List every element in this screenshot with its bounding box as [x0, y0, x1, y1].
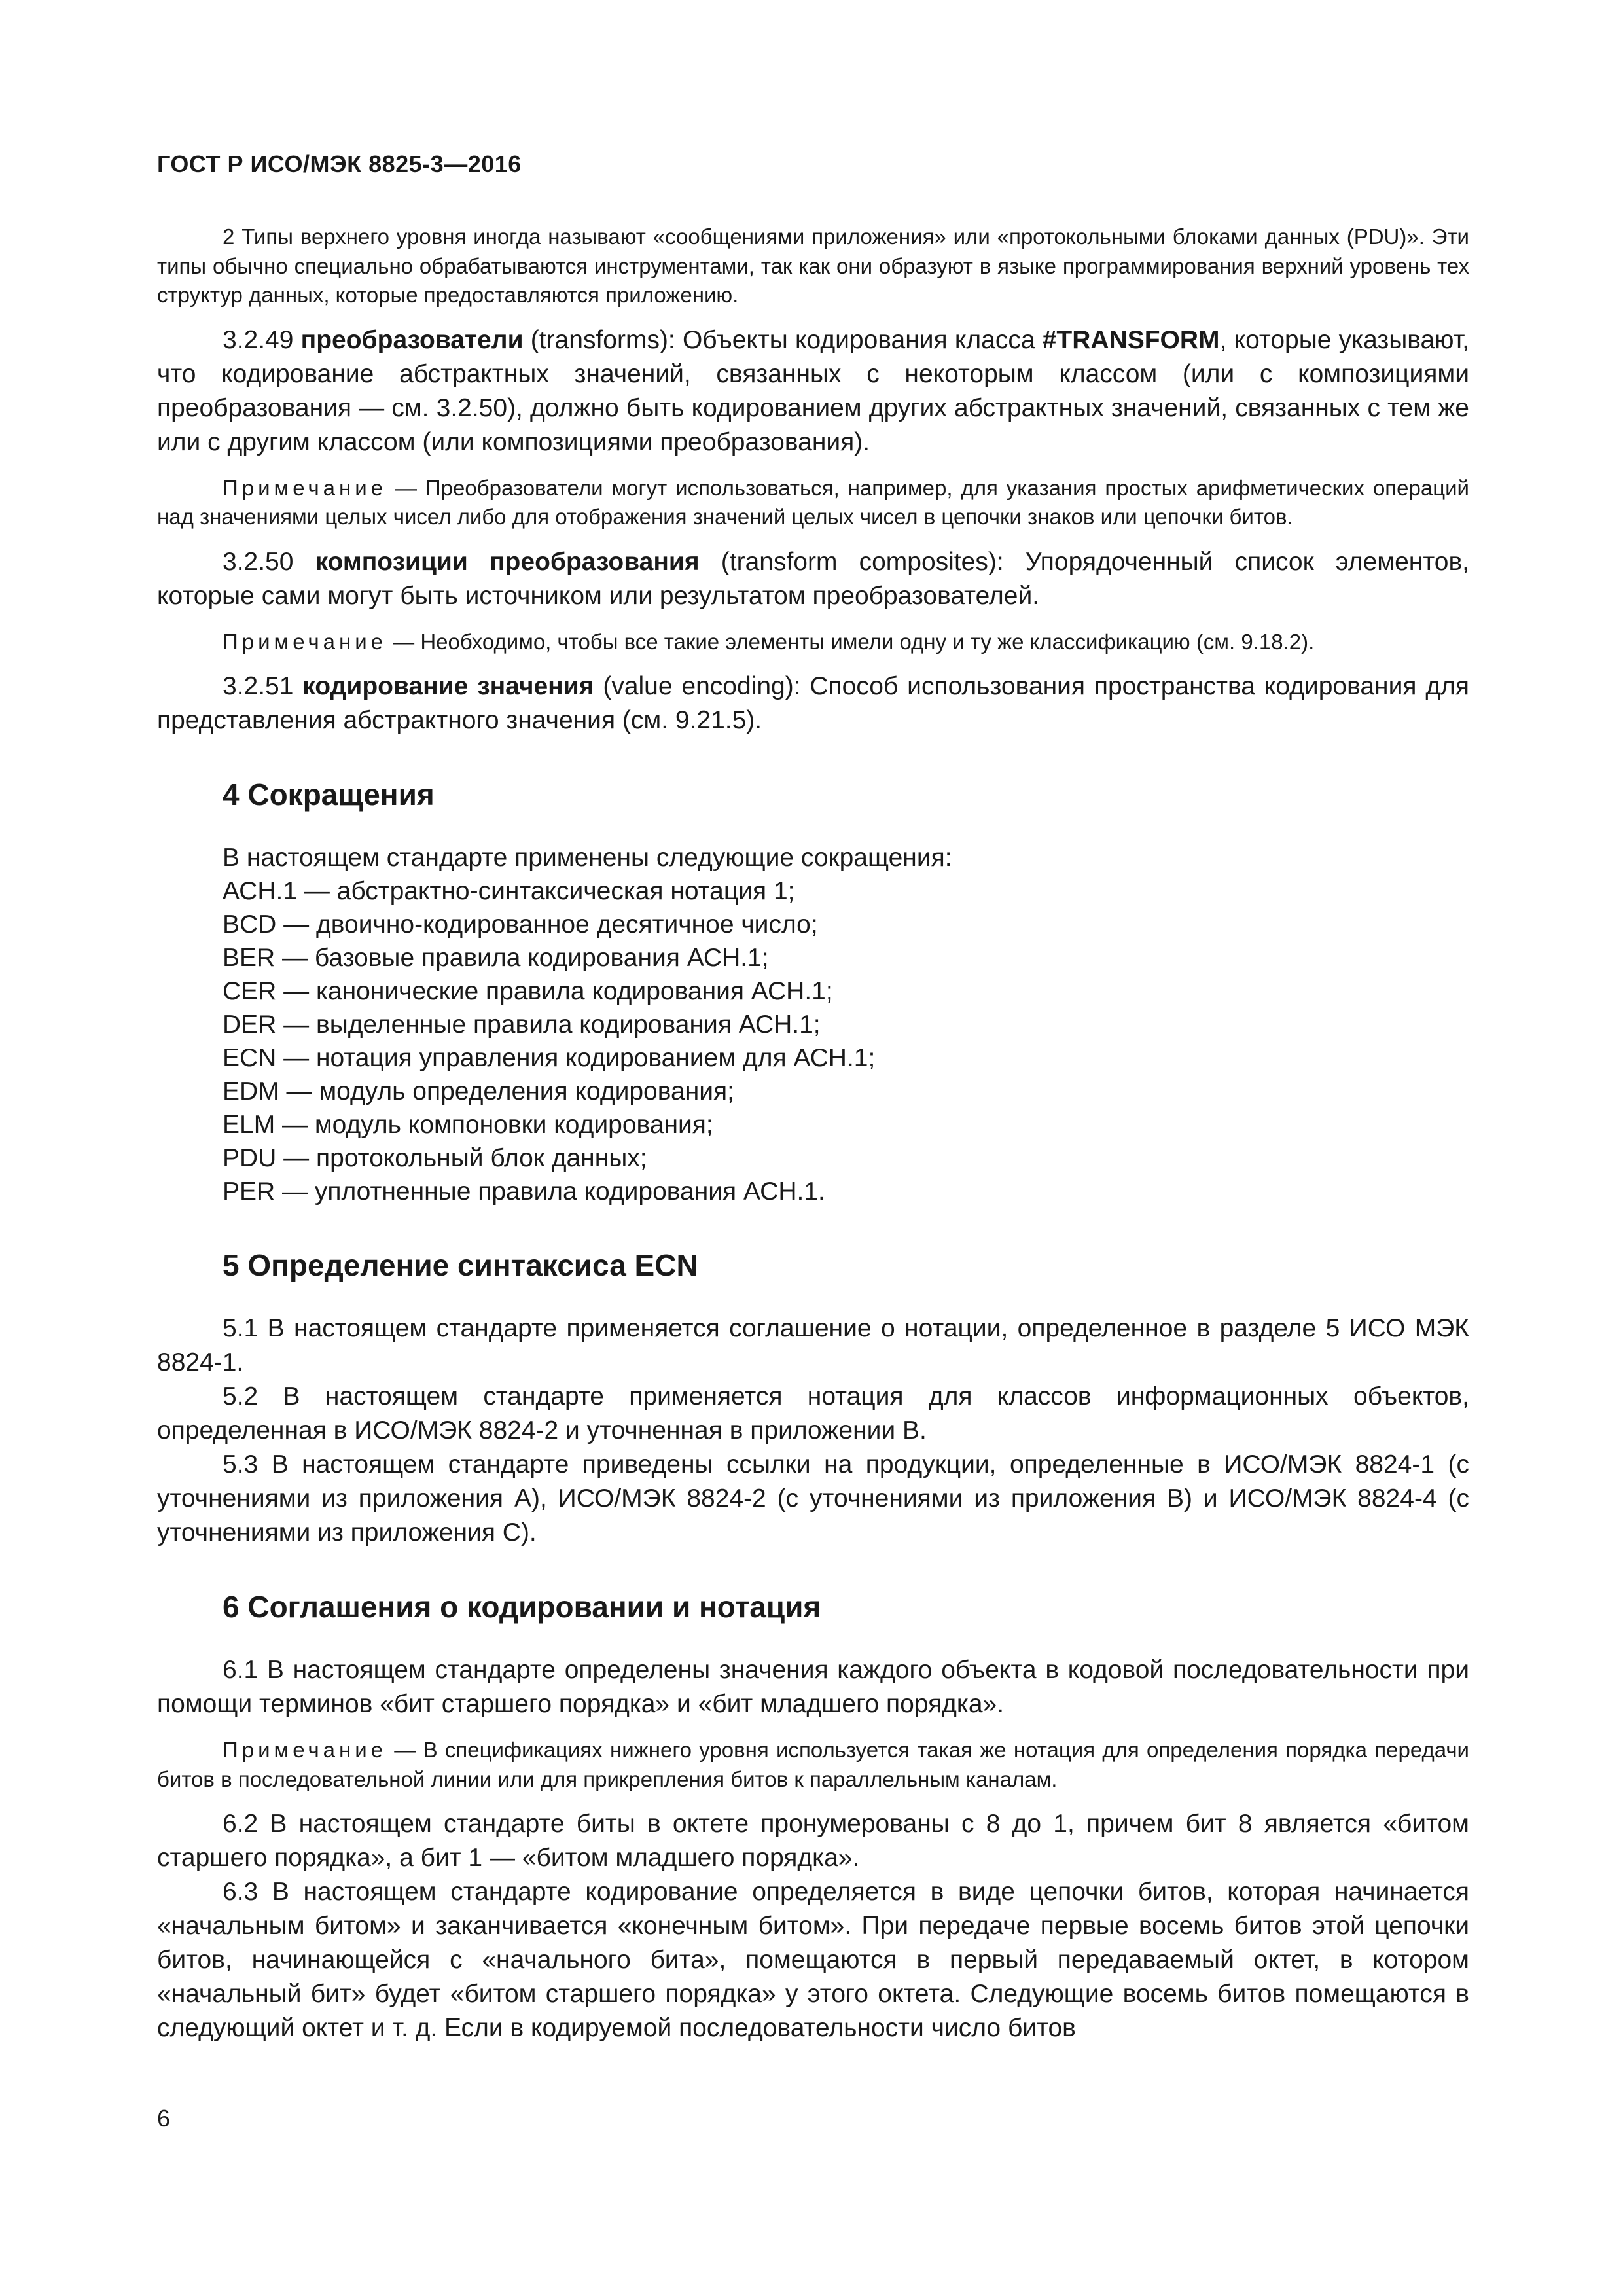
def-text: (value encoding): Способ использования пространства кодирования для представления абстрактного значения (см. 9.21.5).: [157, 672, 1469, 734]
list-item: DER — выделенные правила кодирования АСН.1;: [223, 1011, 821, 1039]
def-text: (transforms): Объекты кодирования класса: [523, 325, 1043, 354]
list-item: АСН.1 — абстрактно-синтаксическая нотация 1;: [223, 877, 795, 905]
abbreviations-intro: В настоящем стандарте применены следующие сокращения:: [223, 844, 952, 872]
paragraph-6-2: 6.2 В настоящем стандарте биты в октете пронумерованы с 8 до 1, причем бит 8 является «битом старшего порядка», а бит 1 — «битом младшего порядка».: [157, 1810, 1469, 1872]
section-6-title: 6 Соглашения о кодировании и нотация: [223, 1590, 821, 1624]
def-term: преобразователи: [300, 325, 524, 354]
definition-3-2-49: [157, 323, 1469, 459]
note-top: 2 Типы верхнего уровня иногда называют «сообщениями приложения» или «протокольными блоками данных (PDU)». Эти типы обычно специально обрабатываются инструментами, так как они образуют в языке программирования верхний уровень тех структур данных, которые предоставляются приложению.: [157, 224, 1469, 307]
list-item: ECN — нотация управления кодированием для АСН.1;: [223, 1044, 876, 1072]
page-number: 6: [157, 2105, 171, 2132]
list-item: PER — уплотненные правила кодирования АСН.1.: [223, 1177, 825, 1206]
list-item: EDM — модуль определения кодирования;: [223, 1077, 734, 1105]
list-item: PDU — протокольный блок данных;: [223, 1144, 647, 1172]
note-3-2-49: [157, 474, 1469, 532]
section-5-title: 5 Определение синтаксиса ECN: [223, 1248, 698, 1282]
def-term: композиции преобразования: [315, 547, 700, 576]
def-text: , которые указывают, что кодирование абстрактных значений, связанных с некоторым классом (или с композициями преобразования — см. 3.2.50), должно быть кодированием других абстрактных значений, связанных с тем же или с другим классом (или композициями преобразования).: [157, 325, 1469, 456]
list-item: BCD — двоично-кодированное десятичное число;: [223, 910, 818, 939]
note-label: Примечание: [223, 629, 387, 654]
list-item: ELM — модуль компоновки кодирования;: [223, 1111, 713, 1139]
section-4-title: 4 Сокращения: [223, 778, 435, 812]
def-term: кодирование значения: [302, 672, 594, 700]
paragraph-5-2: 5.2 В настоящем стандарте применяется нотация для классов информационных объектов, определенная в ИСО/МЭК 8824-2 и уточненная в приложении В.: [157, 1382, 1469, 1444]
definition-3-2-51: [157, 670, 1469, 738]
def-text: (transform composites): Упорядоченный список элементов, которые сами могут быть источником или результатом преобразователей.: [157, 547, 1470, 610]
paragraph-6-3: 6.3 В настоящем стандарте кодирование определяется в виде цепочки битов, которая начинается «начальным битом» и заканчивается «конечным битом». При передаче первые восемь битов этой цепочки битов, начинающейся с «начального бита», помещаются в первый передаваемый октет, в котором «начальный бит» будет «битом старшего порядка» у этого октета. Следующие восемь битов помещаются в следующий октет и т. д. Если в кодируемой последовательности число битов: [157, 1878, 1469, 2042]
abbreviations-list: [157, 874, 1469, 1208]
list-item: BER — базовые правила кодирования АСН.1;: [223, 944, 769, 972]
note-text: — Преобразователи могут использоваться, например, для указания простых арифметических операций над значениями целых чисел либо для отображения значений целых чисел в цепочки знаков или цепочки битов.: [157, 475, 1469, 529]
def-number: 3.2.50: [223, 547, 315, 576]
paragraph-5-3: 5.3 В настоящем стандарте приведены ссылки на продукции, определенные в ИСО/МЭК 8824-1 (с уточнениями из приложения А), ИСО/МЭК 8824-2 (с уточнениями из приложения В) и ИСО/МЭК 8824-4 (с уточнениями из приложения С).: [157, 1450, 1469, 1547]
note-label: Примечание: [223, 1738, 387, 1762]
note-6-1: [157, 1736, 1469, 1794]
document-body: [157, 223, 1469, 2045]
note-text: — В спецификациях нижнего уровня используется такая же нотация для определения порядка передачи битов в последовательной линии или для прикрепления битов к параллельным каналам.: [157, 1738, 1469, 1791]
document-header: ГОСТ Р ИСО/МЭК 8825-3—2016: [157, 151, 522, 177]
list-item: CER — канонические правила кодирования АСН.1;: [223, 977, 833, 1005]
def-number: 3.2.49: [223, 325, 301, 354]
note-label: Примечание: [223, 475, 387, 500]
def-number: 3.2.51: [223, 672, 303, 700]
note-text: — Необходимо, чтобы все такие элементы имели одну и ту же классификацию (см. 9.18.2).: [387, 629, 1315, 654]
definition-3-2-50: [157, 545, 1469, 613]
def-class-name: #TRANSFORM: [1042, 325, 1220, 354]
paragraph-5-1: 5.1 В настоящем стандарте применяется соглашение о нотации, определенное в разделе 5 ИСО МЭК 8824-1.: [157, 1314, 1469, 1376]
note-3-2-50: [157, 628, 1469, 657]
paragraph-6-1: 6.1 В настоящем стандарте определены значения каждого объекта в кодовой последовательности при помощи терминов «бит старшего порядка» и «бит младшего порядка».: [157, 1656, 1469, 1718]
